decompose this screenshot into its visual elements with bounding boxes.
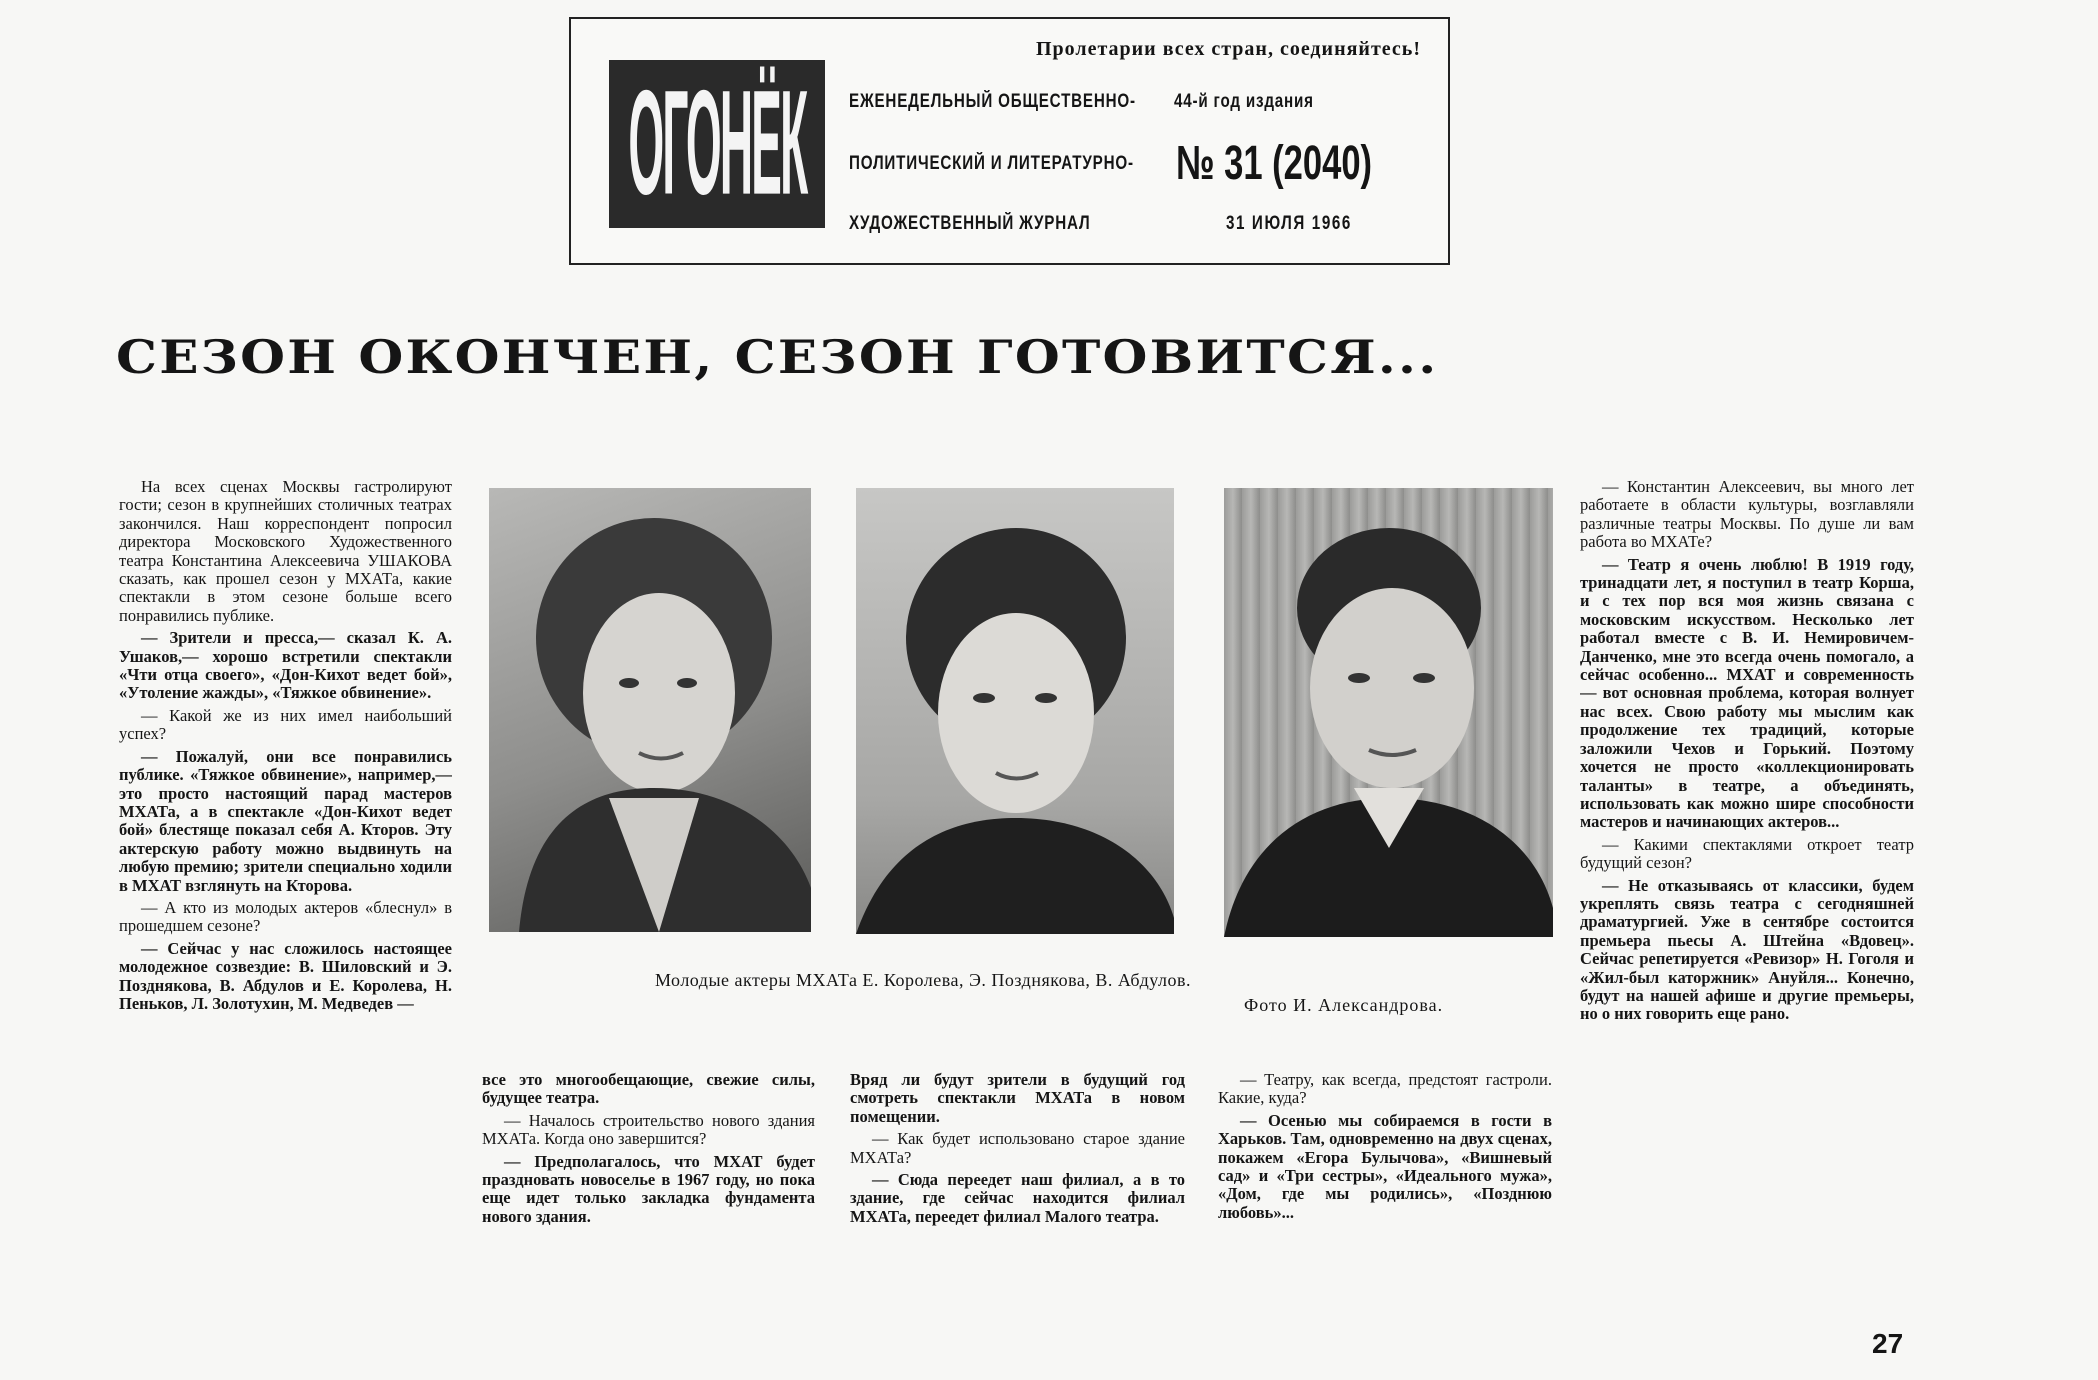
article-paragraph: — Осенью мы собираемся в гости в Харьков. Там, одновременно на двух сценах, покажем «Егора Булычова», «Вишневый сад» и «Три сестры», «Идеального мужа», «Дом, где мы родились», «Позднюю любовь»...	[1218, 1110, 1552, 1222]
article-paragraph: — Какими спектаклями откроет театр будущий сезон?	[1580, 834, 1914, 873]
article-column-right	[1580, 478, 1914, 1300]
photo-credit: Фото И. Александрова.	[1244, 995, 1444, 1015]
article-paragraph: все это многообещающие, свежие силы, будущее театра.	[482, 1071, 815, 1108]
article-paragraph: — А кто из молодых актеров «блеснул» в прошедшем сезоне?	[119, 897, 452, 936]
article-paragraph: На всех сценах Москвы гастролируют гости; сезон в крупнейших столичных театрах закончился. Наш корреспондент попросил директора Московского Художественного театра Константина Алексеевича УШАКОВА сказать, как прошел сезон у МХАТа, какие спектакли в этом сезоне больше всего понравились публике.	[119, 478, 452, 625]
article-paragraph: — Зрители и пресса,— сказал К. А. Ушаков,— хорошо встретили спектакли «Чти отца своего», «Дон-Кихот ведет бой», «Утоление жажды», «Тяжкое обвинение».	[119, 628, 452, 703]
masthead	[569, 17, 1450, 265]
article-paragraph: — Пожалуй, они все понравились публике. «Тяжкое обвинение», например,— это просто настоящий парад мастеров МХАТа, а в спектакле «Дон-Кихот ведет бой» блестяще показал себя А. Кторов. Эту актерскую работу можно выдвинуть на любую премию; зрители специально ходили в МХАТ взглянуть на Кторова.	[119, 746, 452, 895]
photo-caption: Молодые актеры МХАТа Е. Королева, Э. Позднякова, В. Абдулов.	[655, 970, 1191, 990]
article-paragraph: — Не отказываясь от классики, будем укреплять связь театра с сегодняшней драматургией. Уже в сентябре состоится премьера пьесы А. Штейна «Вдовец». Сейчас репетируется «Ревизор» Н. Гоголя и «Жил-был каторжник» Ануйля... Конечно, будут на нашей афише и другие премьеры, но о них говорить еще рано.	[1580, 875, 1914, 1024]
article-headline: СЕЗОН ОКОНЧЕН, СЕЗОН ГОТОВИТСЯ...	[116, 330, 1439, 384]
article-paragraph: — Сюда переедет наш филиал, а в то здание, где сейчас находится филиал МХАТа, переедет филиал Малого театра.	[850, 1170, 1185, 1226]
article-column-bottom-1	[482, 1071, 815, 1303]
page-number: 27	[1872, 1328, 1904, 1359]
article-paragraph: — Предполагалось, что МХАТ будет праздновать новоселье в 1967 году, но пока еще идет только закладка фундамента нового здания.	[482, 1151, 815, 1226]
article-paragraph: — Сейчас у нас сложилось настоящее молодежное созвездие: В. Шиловский и Э. Позднякова, В. Абдулов и Е. Королева, Н. Пеньков, Л. Золотухин, М. Медведев —	[119, 938, 452, 1013]
article-paragraph: Вряд ли будут зрители в будущий год смотреть спектакли МХАТа в новом помещении.	[850, 1071, 1185, 1126]
photo-actress-pozdnyakova	[856, 488, 1174, 934]
masthead-descriptor-line-2: ПОЛИТИЧЕСКИЙ И ЛИТЕРАТУРНО-	[849, 153, 1134, 174]
masthead-motto: Пролетарии всех стран, соединяйтесь!	[1035, 38, 1421, 60]
article-paragraph: — Театр я очень люблю! В 1919 году, тринадцати лет, я поступил в театр Корша, и с тех пор вся моя жизнь связана с московским искусством. Несколько лет работал вместе с В. И. Немировичем-Данченко, мне это всегда очень помогало, а сейчас особенно... МХАТ и современность — вот основная проблема, которая волнует нас всех. Свою работу мы мыслим как продолжение тех традиций, которые заложили Чехов и Горький. Поэтому хочется не просто «коллекционировать таланты» в театре, а объединять, использовать как можно шире способности мастеров и начинающих актеров...	[1580, 554, 1914, 832]
photo-actress-koroleva	[489, 488, 811, 932]
logo-text: ОГОНЁК	[628, 60, 806, 227]
ogonyok-logo	[609, 60, 825, 228]
article-column-left	[119, 478, 452, 1300]
article-column-bottom-2	[850, 1071, 1185, 1303]
photo-actor-abdulov	[1224, 488, 1553, 937]
publication-year: 44-й год издания	[1174, 91, 1314, 112]
article-paragraph: — Константин Алексеевич, вы много лет работаете в области культуры, возглавляли различные театры Москвы. По душе ли вам работа во МХАТе?	[1580, 478, 1914, 552]
masthead-descriptor-line-1: ЕЖЕНЕДЕЛЬНЫЙ ОБЩЕСТВЕННО-	[849, 91, 1136, 112]
issue-number: № 31 (2040)	[1176, 137, 1373, 190]
article-paragraph: — Началось строительство нового здания МХАТа. Когда оно завершится?	[482, 1110, 815, 1149]
article-paragraph: — Какой же из них имел наибольший успех?	[119, 705, 452, 744]
issue-date: 31 ИЮЛЯ 1966	[1226, 213, 1352, 234]
article-paragraph: — Как будет использовано старое здание МХАТа?	[850, 1129, 1185, 1167]
masthead-descriptor-line-3: ХУДОЖЕСТВЕННЫЙ ЖУРНАЛ	[849, 213, 1091, 234]
article-paragraph: — Театру, как всегда, предстоят гастроли. Какие, куда?	[1218, 1071, 1552, 1108]
article-column-bottom-3	[1218, 1071, 1552, 1303]
